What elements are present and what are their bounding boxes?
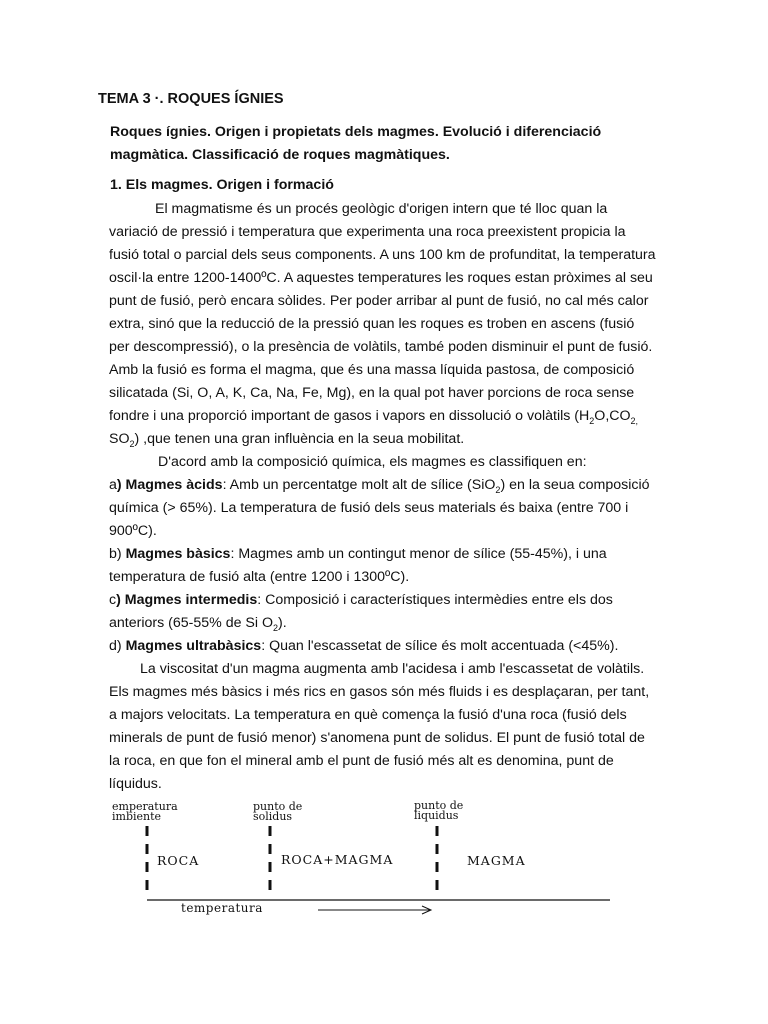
paragraph-line: oscil·la entre 1200-1400ºC. A aquestes temperatures les roques estan pròximes al seu — [109, 270, 653, 286]
subscript: 2 — [589, 415, 595, 426]
paragraph-line: a majors velocitats. La temperatura en què comença la fusió d'una roca (fusió dels — [109, 707, 627, 723]
paragraph-line: fusió total o parcial dels seus components. A uns 100 km de profunditat, la temperatura — [109, 247, 656, 263]
subscript: 2 — [129, 438, 135, 449]
text-run: fondre i una proporció important de gasos i vapors en dissolució o volàtils (H — [109, 408, 590, 424]
subscript: 2, — [630, 415, 639, 426]
text-run: : Amb un percentatge molt alt de sílice (SiO — [222, 477, 496, 493]
paragraph-line: extra, sinó que la reducció de la pressió quan les roques es troben en ascens (fusió — [109, 316, 635, 332]
paragraph-line: El magmatisme és un procés geològic d'origen intern que té lloc quan la — [155, 201, 608, 217]
list-prefix: b) — [109, 546, 126, 562]
paragraph-line: 900ºC). — [109, 523, 157, 539]
paragraph-line: punt de fusió, però encara sòlides. Per poder arribar al punt de fusió, no cal més calor — [109, 293, 649, 309]
list-prefix: a — [109, 477, 117, 493]
zone-roca-magma: ROCA+MAGMA — [281, 852, 394, 867]
paragraph-line: temperatura de fusió alta (entre 1200 i 1300ºC). — [109, 569, 410, 585]
doc-subtitle-line-1: Roques ígnies. Origen i propietats dels magmes. Evolució i diferenciació — [110, 124, 602, 140]
zone-roca: ROCA — [157, 853, 200, 868]
paragraph-line: minerals de punt de fusió menor) s'anomena punt de solidus. El punt de fusió total de — [109, 730, 645, 746]
term: ) Magmes àcids — [116, 477, 223, 493]
list-item-intermedis — [109, 590, 613, 610]
text-run: O,CO — [594, 408, 631, 424]
paragraph-line: per descompressió), o la presència de volàtils, també poden disminuir el punt de fusió. — [109, 339, 653, 355]
paragraph-line: la roca, en que fon el mineral amb el punt de fusió més alt es denomina, punt de — [109, 753, 614, 769]
label-liquidus-2: liquidus — [414, 809, 459, 822]
paragraph-line: química (> 65%). La temperatura de fusió dels seus materials és baixa (entre 700 i — [109, 500, 629, 516]
term: Magmes ultrabàsics — [125, 638, 262, 654]
label-liquidus-1: punto de — [414, 799, 464, 812]
label-ambient-2: imbiente — [112, 810, 162, 823]
term: ) Magmes intermedis — [116, 592, 258, 608]
text-run: SO — [109, 431, 130, 447]
list-item-ultrabasics — [109, 636, 618, 656]
arrow-head — [422, 906, 431, 914]
list-item-basics — [109, 544, 607, 564]
doc-title: TEMA 3 ·. ROQUES ÍGNIES — [98, 91, 284, 107]
paragraph-line: variació de pressió i temperatura que experimenta una roca preexistent propicia la — [109, 224, 626, 240]
term: Magmes bàsics — [125, 546, 231, 562]
text-run: ) ,que tenen una gran influència en la seua mobilitat. — [134, 431, 465, 447]
paragraph-line: silicatada (Si, O, A, K, Ca, Na, Fe, Mg), en la qual pot haver porcions de roca sense — [109, 385, 635, 401]
list-prefix: d) — [109, 638, 126, 654]
subscript: 2 — [495, 484, 501, 495]
paragraph-line — [109, 429, 464, 454]
label-solidus-1: punto de — [253, 800, 303, 813]
paragraph-line: Els magmes més bàsics i més rics en gasos són més fluids i es desplaçaran, per tant, — [109, 684, 650, 700]
doc-subtitle-line-2: magmàtica. Classificació de roques magmàtiques. — [110, 147, 450, 163]
text-run: ) en la seua composició — [500, 477, 650, 493]
paragraph-line: D'acord amb la composició química, els magmes es classifiquen en: — [158, 454, 587, 470]
paragraph-line — [109, 613, 287, 638]
text-run: : Quan l'escassetat de sílice és molt accentuada (<45%). — [261, 638, 619, 654]
subscript: 2 — [273, 622, 279, 633]
text-run: anteriors (65-55% de Si O — [109, 615, 274, 631]
list-item-acids — [109, 475, 649, 500]
text-run: : Magmes amb un contingut menor de sílice (55-45%), i una — [230, 546, 607, 562]
section-heading: 1. Els magmes. Origen i formació — [110, 177, 334, 193]
paragraph-line: La viscositat d'un magma augmenta amb l'acidesa i amb l'escassetat de volàtils. — [140, 661, 645, 677]
paragraph-line: líquidus. — [109, 776, 162, 792]
paragraph-line: Amb la fusió es forma el magma, que és una massa líquida pastosa, de composició — [109, 362, 635, 378]
text-run: : Composició i característiques intermèdies entre els dos — [257, 592, 613, 608]
paragraph-line — [109, 406, 638, 431]
label-ambient-1: emperatura — [112, 800, 178, 813]
axis-label-temperatura: temperatura — [181, 901, 263, 915]
list-prefix: c — [109, 592, 117, 608]
zone-magma: MAGMA — [467, 853, 526, 868]
label-solidus-2: solidus — [253, 810, 293, 823]
text-run: ). — [278, 615, 287, 631]
